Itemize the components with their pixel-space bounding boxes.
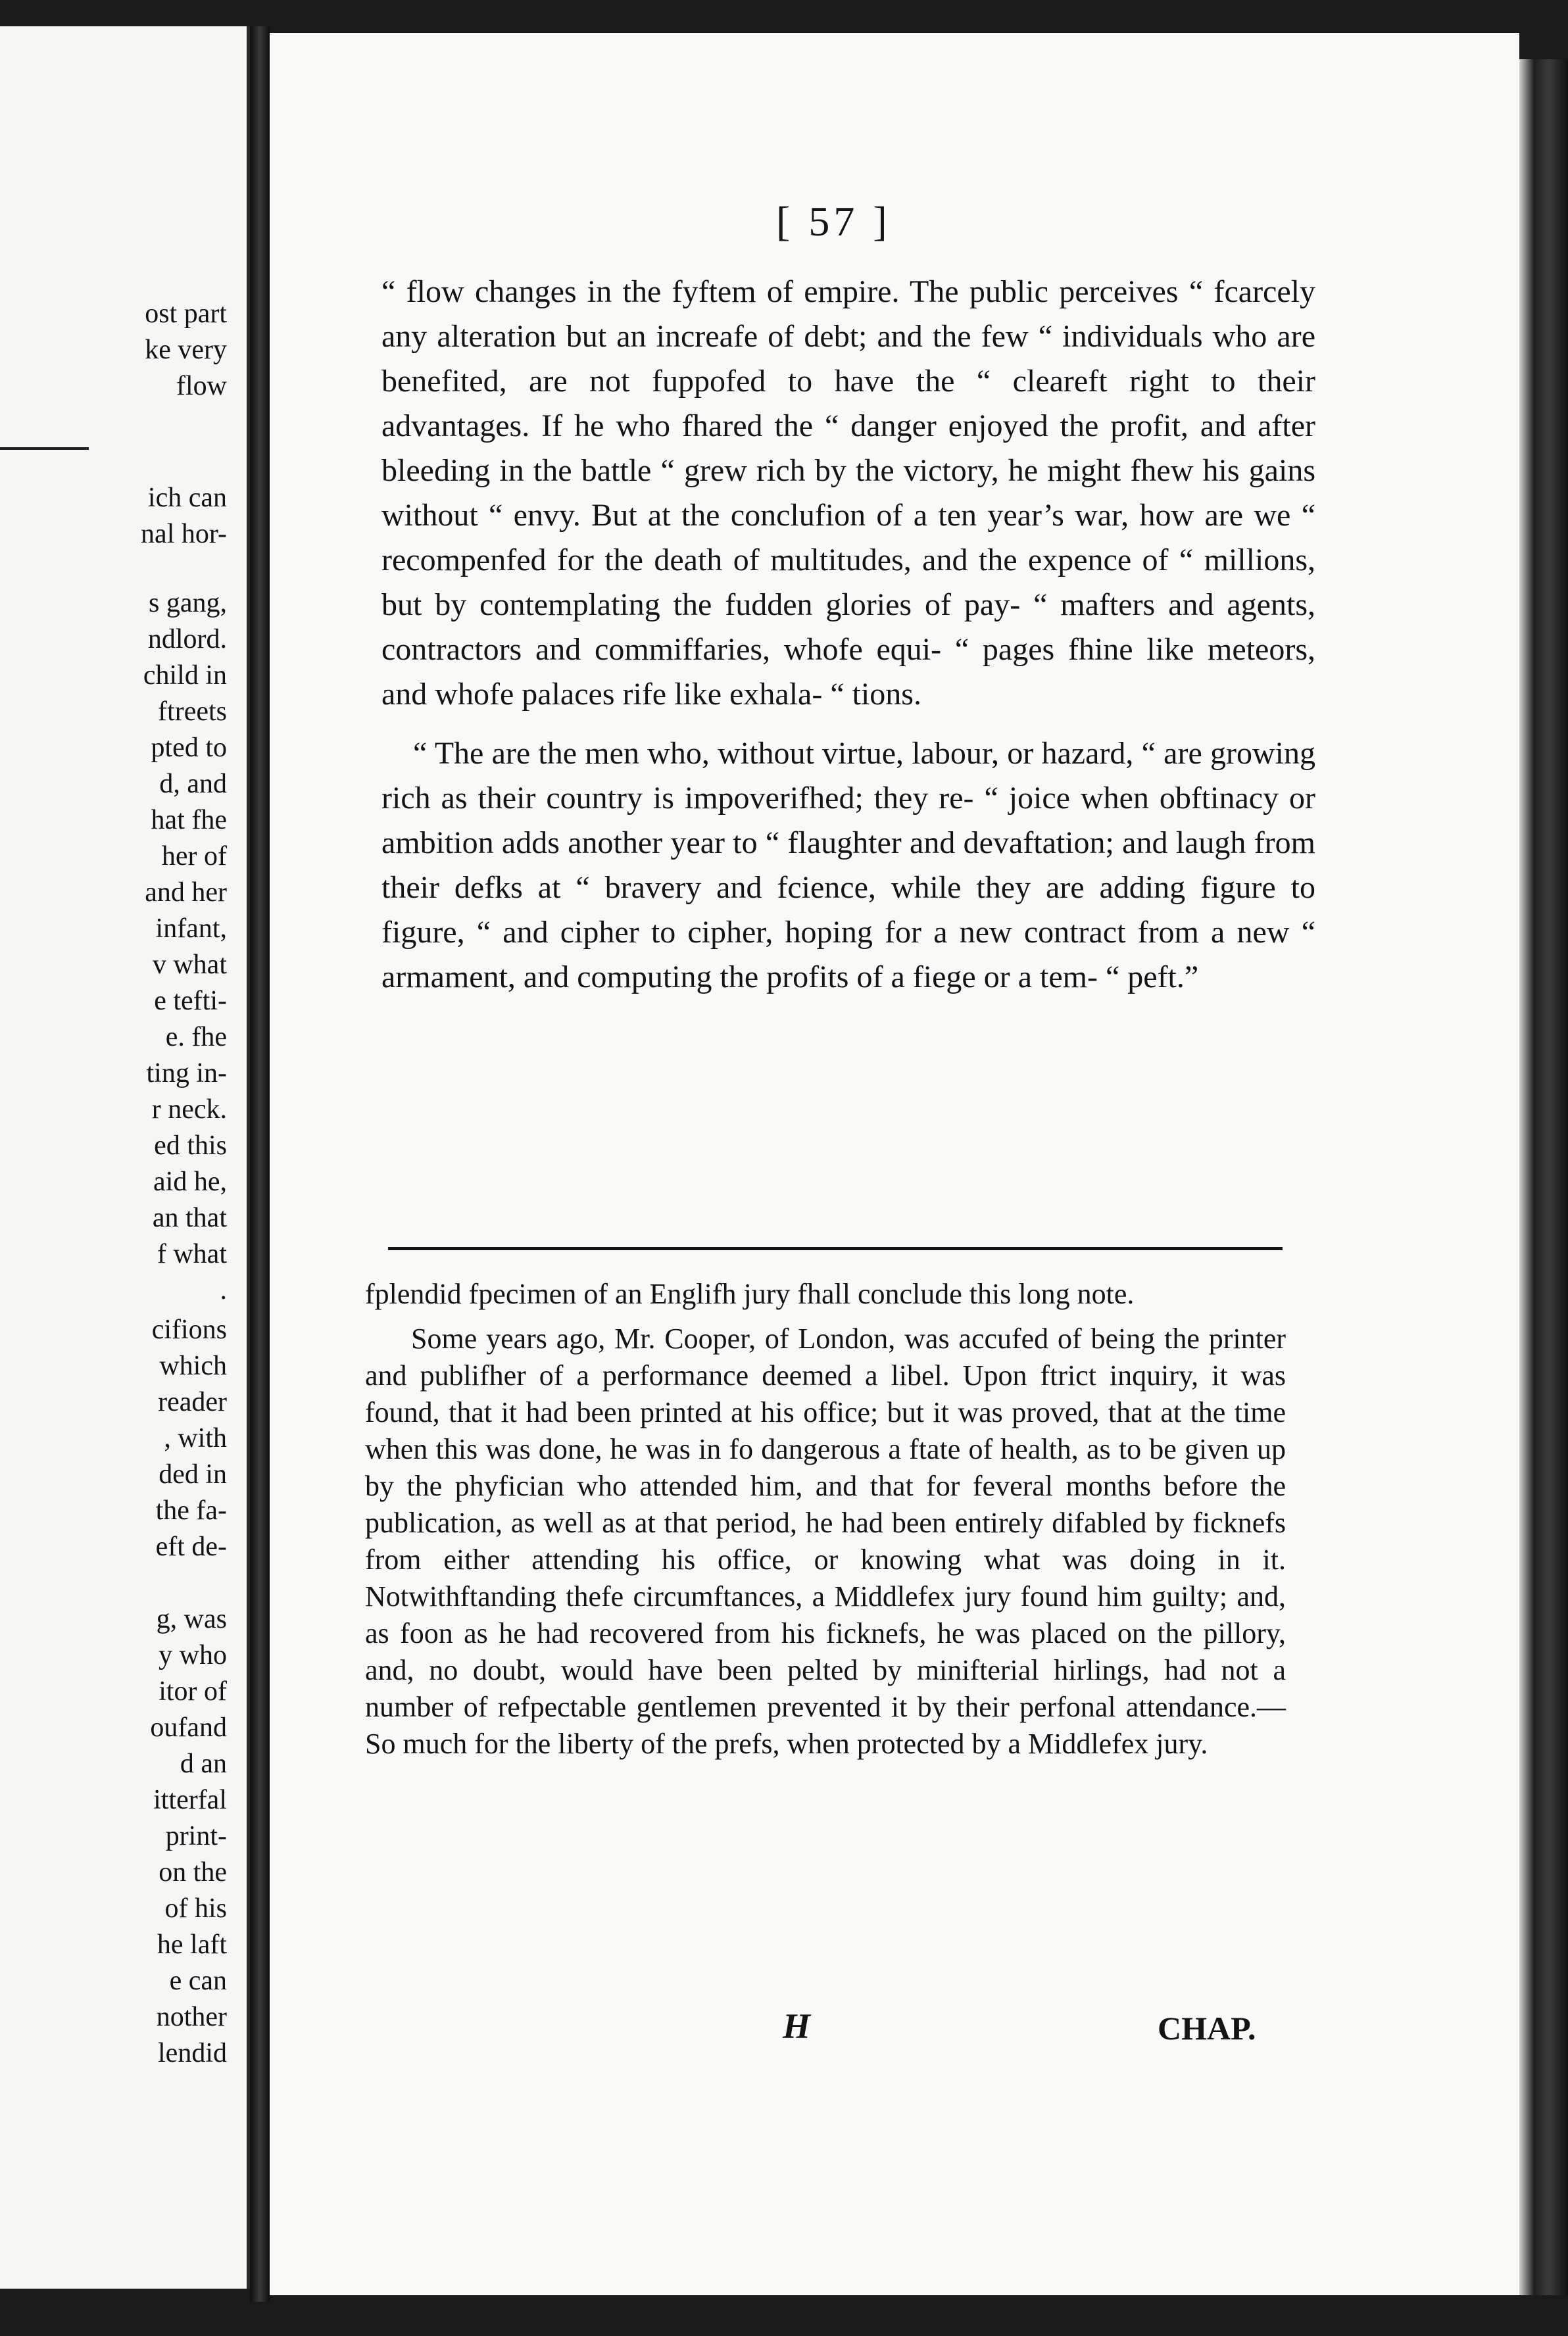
left-page-line: f what — [157, 1239, 227, 1269]
left-page-line: nal hor- — [141, 519, 227, 549]
left-page-line: d, and — [159, 769, 227, 799]
footnote — [365, 1276, 1286, 1770]
left-page-line: ke very — [145, 335, 227, 365]
left-page-line: child in — [143, 660, 227, 691]
left-page-line: v what — [152, 950, 227, 980]
left-page-line: on the — [159, 1857, 227, 1887]
quoted-passage — [381, 270, 1315, 1014]
page-edge — [1519, 59, 1568, 2295]
footnote-paragraph-1: fplendid fpecimen of an Englifh jury fhall conclude this long note. — [365, 1278, 1135, 1310]
left-page-line: s gang, — [149, 588, 227, 618]
left-page-line: g, was — [156, 1604, 227, 1634]
left-page-line: pted to — [151, 733, 227, 763]
left-page-line: e tefti- — [154, 986, 227, 1016]
footnote-rule — [388, 1247, 1283, 1250]
left-page-line: d an — [180, 1749, 227, 1779]
left-page-line: her of — [161, 841, 227, 871]
left-page-line: nother — [156, 2002, 227, 2032]
left-page-line: the fa- — [155, 1496, 227, 1526]
book-spine — [250, 26, 270, 2302]
left-page-line: e can — [169, 1966, 227, 1996]
left-page-line: of his — [164, 1893, 227, 1924]
left-page-line: , with — [164, 1423, 227, 1453]
left-page-line: eft de- — [155, 1532, 227, 1562]
left-page-line: reader — [158, 1387, 227, 1417]
left-page-line: y who — [159, 1640, 227, 1670]
left-page-line: . — [220, 1275, 227, 1305]
signature-mark: H — [783, 2007, 811, 2046]
left-page-line: print- — [165, 1821, 227, 1851]
catchword: CHAP. — [1158, 2010, 1256, 2047]
quote-paragraph-1: “ flow changes in the fyftem of empire. The public perceives “ fcarcely any alteration but an increafe of debt; and the few “ individuals who are benefited, are not fuppofed to have the “ cleareft right to their advantages. If he who fhared the “ danger enjoyed the profit, and after bleeding in the battle “ grew rich by the victory, he might fhew his gains without “ envy. But at the conclufion of a ten year’s war, how are we “ recompenfed for the death of multitudes, and the expence of “ millions, but by contemplating the fudden glories of pay- “ mafters and agents, contractors and commiffaries, whofe equi- “ pages fhine like meteors, and whofe palaces rife like exhala- “ tions. — [381, 274, 1315, 712]
left-page-line: and her — [145, 877, 227, 908]
left-page-line: ded in — [159, 1459, 227, 1490]
left-page-line: oufand — [150, 1713, 227, 1743]
left-page-line: which — [159, 1351, 227, 1381]
left-page-line: itterfal — [153, 1785, 227, 1815]
footnote-paragraph-2: Some years ago, Mr. Cooper, of London, was accufed of being the printer and publifher of a performance deemed a libel. Upon ftrict inquiry, it was found, that it had been printed at his office; but it was proved, that at the time when this was done, he was in fo dangerous a ftate of health, as to be given up by the phyfician who attended him, and that for feveral months before the publication, as well as at that period, he had been entirely difabled by ficknefs from either attending his office, or knowing what was doing in it. Notwithftanding thefe circumftances, a Middlefex jury found him guilty; and, as foon as he had recovered from his ficknefs, he was placed on the pillory, and, no doubt, would have been pelted by minifterial hirlings, had not a number of refpectable gentlemen prevented it by their perfonal attendance.—So much for the liberty of the prefs, when protected by a Middlefex jury. — [365, 1323, 1286, 1760]
left-page-line: ost part — [145, 299, 227, 329]
left-page-line: ndlord. — [147, 624, 227, 654]
left-page-line: he laft — [157, 1930, 227, 1960]
left-page-rule — [0, 447, 89, 450]
left-page-line: ftreets — [158, 696, 227, 727]
left-page-line: cifions — [151, 1315, 227, 1345]
left-page-line: r neck. — [151, 1094, 227, 1125]
left-page-line: itor of — [159, 1676, 227, 1707]
page-number: [ 57 ] — [776, 198, 891, 245]
left-page-line: infant, — [155, 913, 227, 944]
left-page-line: aid he, — [153, 1167, 227, 1197]
left-page-line: ed this — [154, 1131, 227, 1161]
left-page-fragment — [0, 26, 251, 2289]
left-page-line: hat fhe — [151, 805, 227, 835]
left-page-line: ting in- — [146, 1058, 227, 1088]
left-page-line: ich can — [147, 483, 227, 513]
quote-paragraph-2: “ The are the men who, without virtue, labour, or hazard, “ are growing rich as their country is impoverifhed; they re- “ joice when obftinacy or ambition adds another year to “ flaughter and devaftation; and laugh from their defks at “ bravery and fcience, while they are adding figure to figure, “ and cipher to cipher, hoping for a new contract from a new “ armament, and computing the profits of a fiege or a tem- “ peft.” — [381, 736, 1315, 994]
left-page-line: e. fhe — [165, 1022, 227, 1052]
left-page-line: an that — [152, 1203, 227, 1233]
left-page-line: lendid — [158, 2038, 227, 2068]
left-page-line: flow — [176, 371, 227, 401]
